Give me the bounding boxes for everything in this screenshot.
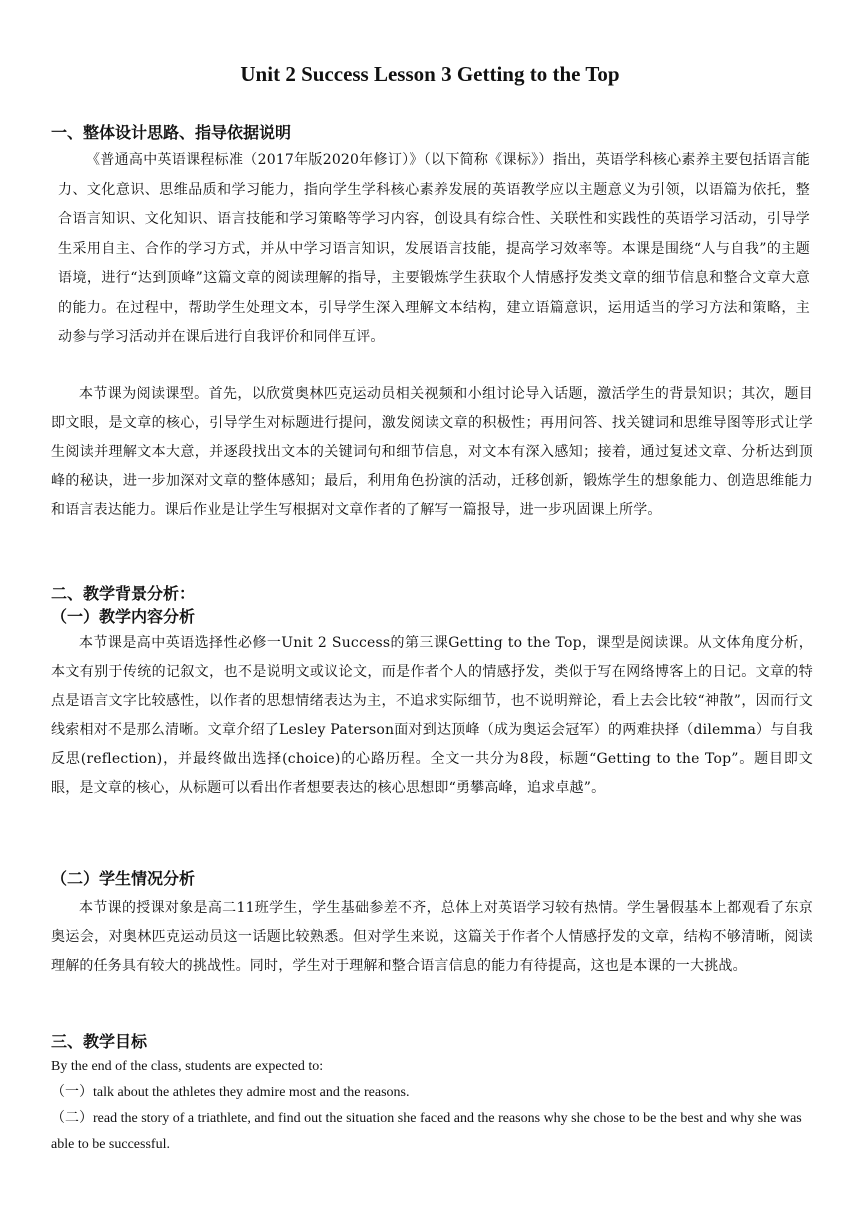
section-2-sub-2-paragraph: 本节课的授课对象是高二11班学生，学生基础参差不齐，总体上对英语学习较有热情。学生暑假基本上都观看了东京奥运会，对奥林匹克运动员这一话题比较熟悉。但对学生来说，这篇关于作者个人情感抒发的文章，结构不够清晰，阅读理解的任务具有较大的挑战性。同时，学生对于理解和整合语言信息的能力有待提高，这也是本课的一大挑战。 xyxy=(51,900,813,974)
document-title: Unit 2 Success Lesson 3 Getting to the Top xyxy=(240,62,620,86)
section-1-paragraph-2: 本节课为阅读课型。首先，以欣赏奥林匹克运动员相关视频和小组讨论导入话题，激活学生的背景知识；其次，题目即文眼，是文章的核心，引导学生对标题进行提问，激发阅读文章的积极性；再用问答、找关键词和思维导图等形式让学生阅读并理解文本大意，并逐段找出文本的关键词句和细节信息，对文本有深入感知；接着，通过复述文章、分析达到顶峰的秘诀，进一步加深对文章的整体感知；最后，利用角色扮演的活动，迁移创新，锻炼学生的想象能力、创造思维能力和语言表达能力。课后作业是让学生写根据对文章作者的了解写一篇报导，进一步巩固课上所学。 xyxy=(51,386,813,518)
section-2-sub-1-heading: （一）教学内容分析 xyxy=(51,607,196,626)
objective-2: （二）read the story of a triathlete, and find out the situation she faced and the reasons why she chose to be the best and why she was able to be successful. xyxy=(51,1111,802,1152)
section-2-sub-1-paragraph: 本节课是高中英语选择性必修一Unit 2 Success的第三课Getting to the Top，课型是阅读课。从文体角度分析，本文有别于传统的记叙文，也不是说明文或议论文，而是作者个人的情感抒发，类似于写在网络博客上的日记。文章的特点是语言文字比较感性，以作者的思想情绪表达为主，不追求实际细节，也不说明辩论，看上去会比较“神散”，因而行文线索相对不是那么清晰。文章介绍了Lesley Paterson面对到达顶峰（成为奥运会冠军）的两难抉择（dilemma）与自我反思(reflection)，并最终做出选择(choice)的心路历程。全文一共分为8段，标题“Getting to the Top”。题目即文眼，是文章的核心，从标题可以看出作者想要表达的核心思想即“勇攀高峰，追求卓越”。 xyxy=(51,635,813,796)
section-2-sub-2-heading: （二）学生情况分析 xyxy=(51,869,196,888)
section-3-heading: 三、教学目标 xyxy=(51,1032,148,1051)
objectives-intro: By the end of the class, students are expected to: xyxy=(51,1059,324,1074)
section-2-heading: 二、教学背景分析： xyxy=(51,584,196,603)
section-1-paragraph-1: 《普通高中英语课程标准（2017年版2020年修订）》（以下简称《课标》）指出，英语学科核心素养主要包括语言能力、文化意识、思维品质和学习能力，指向学生学科核心素养发展的英语教学应以主题意义为引领，以语篇为依托，整合语言知识、文化知识、语言技能和学习策略等学习内容，创设具有综合性、关联性和实践性的英语学习活动，引导学生采用自主、合作的学习方式，并从中学习语言知识，发展语言技能，提高学习效率等。本课是围绕“人与自我”的主题语境，进行“达到顶峰”这篇文章的阅读理解的指导，主要锻炼学生获取个人情感抒发类文章的细节信息和整合文章大意的能力。在过程中，帮助学生处理文本，引导学生深入理解文本结构，建立语篇意识，运用适当的学习方法和策略，主动参与学习活动并在课后进行自我评价和同伴互评。 xyxy=(58,152,810,345)
objective-1: （一）talk about the athletes they admire most and the reasons. xyxy=(51,1085,410,1100)
section-1-heading: 一、整体设计思路、指导依据说明 xyxy=(51,123,292,142)
